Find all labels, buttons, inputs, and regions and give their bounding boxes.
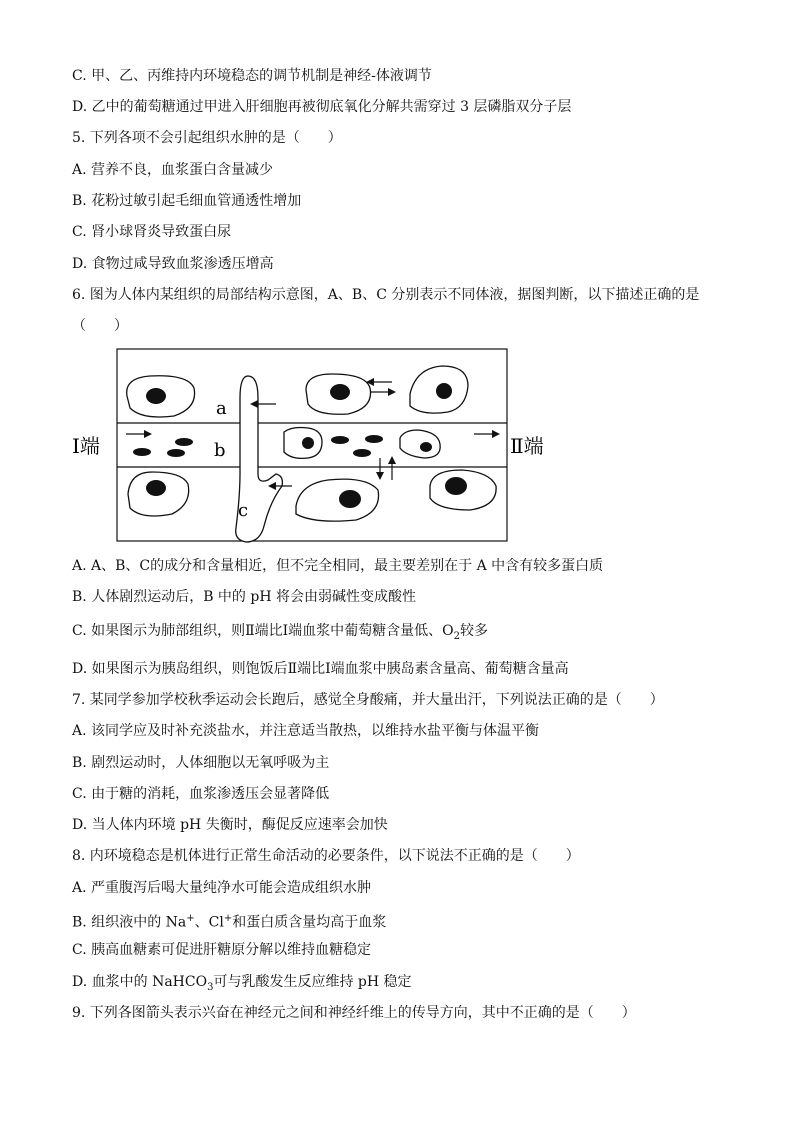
q8d-text-post: 可与乳酸发生反应维持 pH 稳定 (213, 974, 412, 990)
q6-option-a: A. A、B、C的成分和含量相近，但不完全相同，最主要差别在于 A 中含有较多蛋白质 (72, 558, 604, 574)
q5-option-c: C. 肾小球肾炎导致蛋白尿 (72, 224, 232, 240)
option-c-previous: C. 甲、乙、丙维持内环境稳态的调节机制是神经-体液调节 (72, 68, 432, 84)
q6c-text-pre: C. 如果图示为肺部组织，则Ⅱ端比Ⅰ端血浆中葡萄糖含量低、O (72, 623, 454, 639)
question-6-continued: （ ） (72, 318, 128, 334)
question-7: 7. 某同学参加学校秋季运动会长跑后，感觉全身酸痛，并大量出汗，下列说法正确的是（ ） (72, 692, 664, 708)
q6c-text-post: 较多 (460, 623, 489, 639)
q6-option-d: D. 如果图示为胰岛组织，则饱饭后Ⅱ端比Ⅰ端血浆中胰岛素含量高、葡萄糖含量高 (72, 661, 569, 677)
q7-option-b: B. 剧烈运动时，人体细胞以无氧呼吸为主 (72, 755, 330, 771)
q6-option-c (72, 621, 488, 647)
q6-option-b: B. 人体剧烈运动后，B 中的 pH 将会由弱碱性变成酸性 (72, 589, 416, 605)
label-b: b (214, 440, 226, 461)
tissue-structure-diagram (70, 346, 560, 546)
q5-option-d: D. 食物过咸导致血浆渗透压增高 (72, 256, 274, 272)
q8b-superscript-2: + (223, 913, 233, 924)
q8-option-c: C. 胰高血糖素可促进肝糖原分解以维持血糖稳定 (72, 942, 372, 958)
label-c: c (238, 500, 249, 521)
q8-option-a: A. 严重腹泻后喝大量纯净水可能会造成组织水肿 (72, 880, 372, 896)
q8b-text-pre: B. 组织液中的 Na (72, 914, 187, 931)
q5-option-a: A. 营养不良，血浆蛋白含量减少 (72, 162, 274, 178)
q8d-subscript: 3 (207, 981, 214, 993)
question-6: 6. 图为人体内某组织的局部结构示意图，A、B、C 分别表示不同体液，据图判断，以下描述正确的是 (72, 287, 700, 303)
q5-option-b: B. 花粉过敏引起毛细血管通透性增加 (72, 193, 302, 209)
question-8: 8. 内环境稳态是机体进行正常生命活动的必要条件，以下说法不正确的是（ ） (72, 848, 580, 864)
q7-option-c: C. 由于糖的消耗，血浆渗透压会显著降低 (72, 786, 330, 802)
label-a: a (216, 398, 227, 419)
option-d-previous: D. 乙中的葡萄糖通过甲进入肝细胞再被彻底氧化分解共需穿过 3 层磷脂双分子层 (72, 99, 572, 115)
q8b-superscript-1: + (186, 913, 195, 924)
end-left-label: Ⅰ端 (72, 434, 100, 458)
question-9: 9. 下列各图箭头表示兴奋在神经元之间和神经纤维上的传导方向，其中不正确的是（ ） (72, 1005, 636, 1021)
question-5: 5. 下列各项不会引起组织水肿的是（ ） (72, 130, 342, 146)
q8-option-d (72, 972, 412, 998)
q7-option-a: A. 该同学应及时补充淡盐水，并注意适当散热，以维持水盐平衡与体温平衡 (72, 723, 540, 739)
q8b-text-mid: 、Cl (194, 914, 224, 931)
end-right-label: Ⅱ端 (510, 434, 544, 458)
q6c-subscript: 2 (453, 630, 461, 642)
q8-option-b (72, 909, 386, 933)
q8b-text-post: 和蛋白质含量均高于血浆 (232, 914, 387, 931)
q7-option-d: D. 当人体内环境 pH 失衡时，酶促反应速率会加快 (72, 817, 388, 833)
q8d-text-pre: D. 血浆中的 NaHCO (72, 974, 208, 990)
